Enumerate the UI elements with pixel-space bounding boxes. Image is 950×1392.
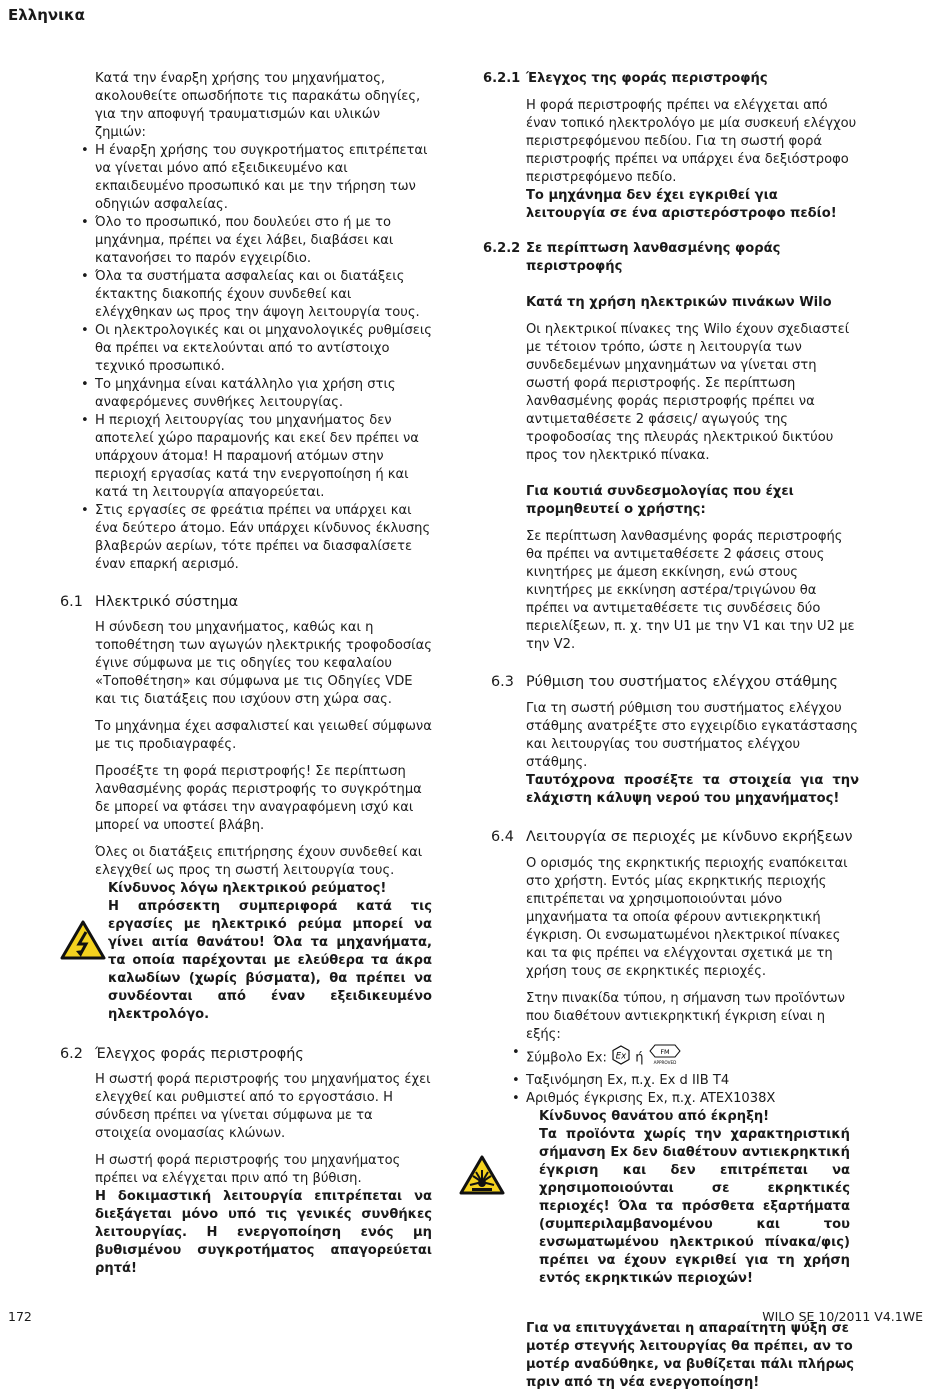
subheading: Κατά τη χρήση ηλεκτρικών πινάκων Wilo	[526, 295, 832, 310]
section-6-2-1-heading	[483, 70, 859, 88]
electric-hazard-icon	[60, 920, 106, 960]
warning-text	[539, 1108, 850, 1288]
bullet-item: • Οι ηλεκτρολογικές και οι μηχανολογικές ρυθμίσεις θα πρέπει να εκτελούνται από το αντίστοιχο τεχνικό προσωπικό.	[81, 322, 432, 376]
section-6-4-heading	[491, 828, 859, 846]
paragraph: Οι ηλεκτρικοί πίνακες της Wilo έχουν σχεδιαστεί με τέτοιον τρόπο, ώστε η λειτουργία των συνδεδεμένων μηχανημάτων να γίνεται στη σωστή φορά περιστροφής. Σε περίπτωση λανθασμένης φοράς περιστροφής πρέπει να αντιμεταθέσετε 2 φάσεις/ αγωγούς της τροφοδοσίας της πλευράς ηλεκτρικού δικτύου προς τον ηλεκτρικό πίνακα.	[526, 322, 850, 463]
warning-title: Κίνδυνος λόγω ηλεκτρικού ρεύματος!	[108, 881, 387, 896]
warning-body: Η απρόσεκτη συμπεριφορά κατά τις εργασίες με ηλεκτρικό ρεύμα μπορεί να γίνει αιτία θανάτου! Όλα τα μηχανήματα, τα οποία παρέχονται με ελεύθερα τα άκρα καλωδίων (χωρίς βύσματα), θα πρέπει να συνδέονται από έναν εξειδικευμένο ηλεκτρολόγο.	[108, 899, 432, 1022]
explosion-hazard-icon	[459, 1155, 505, 1195]
fm-approved-icon	[648, 1044, 682, 1072]
svg-text:Ex: Ex	[615, 1051, 627, 1062]
paragraph: Στην πινακίδα τύπου, η σήμανση των προϊόντων που διαθέτουν αντιεκρηκτική έγκριση είναι η εξής:	[526, 991, 845, 1042]
language-header: Ελληνικα	[8, 6, 85, 24]
bold-paragraph: Για να επιτυγχάνεται η απαραίτητη ψύξη σε μοτέρ στεγνής λειτουργίας θα πρέπει, αν το μοτέρ αναδύθηκε, να βυθίζεται πάλι πλήρως πριν από τη νέα ενεργοποίηση!	[526, 1321, 854, 1390]
right-column	[483, 70, 859, 1392]
section-number: 6.1	[60, 594, 83, 610]
explosion-warning	[459, 1108, 859, 1288]
section-title: Έλεγχος της φοράς περιστροφής	[526, 71, 768, 86]
ex-marking-list	[491, 1044, 859, 1108]
subheading: Για κουτιά συνδεσμολογίας που έχει προμηθευτεί ο χρήστης:	[526, 484, 794, 517]
bullet-item: • Στις εργασίες σε φρεάτια πρέπει να υπάρχει και ένα δεύτερο άτομο. Εάν υπάρχει κίνδυνος έκλυσης βλαβερών αερίων, τότε πρέπει να διασφαλίσετε έναν επαρκή αερισμό.	[81, 502, 432, 574]
paragraph: Σε περίπτωση λανθασμένης φοράς περιστροφής θα πρέπει να αντιμεταθέσετε 2 φάσεις στους κινητήρες με άμεση εκκίνηση, ενώ στους κινητήρες με εκκίνηση αστέρα/τριγώνου θα πρέπει να αντιμεταθέσετε τις συνδέσεις δύο περιελίξεων, π. χ. την U1 με την V1 και την U2 με την V2.	[526, 529, 855, 652]
section-6-3-heading	[491, 673, 859, 691]
paragraph: Η φορά περιστροφής πρέπει να ελέγχεται από έναν τοπικό ηλεκτρολόγο με μία συσκευή ελέγχου περιστρεφόμενου πεδίου. Για τη σωστή φορά περιστροφής πρέπει να υπάρχει ένα δεξιόστροφο περιστρεφόμενο πεδίο.	[526, 98, 857, 185]
bold-paragraph: Ταυτόχρονα προσέξτε τα στοιχεία για την ελάχιστη κάλυψη νερού του μηχανήματος!	[526, 773, 859, 806]
section-title: Λειτουργία σε περιοχές με κίνδυνο εκρήξεων	[526, 829, 853, 845]
ex-hexagon-icon	[611, 1045, 631, 1071]
section-number: 6.2	[60, 1046, 83, 1062]
section-title: Ρύθμιση του συστήματος ελέγχου στάθμης	[526, 674, 838, 690]
electrical-warning	[60, 880, 432, 1024]
intro-text	[95, 70, 432, 142]
paragraph: Όλες οι διατάξεις επιτήρησης έχουν συνδεθεί και ελεγχθεί ως προς τη σωστή λειτουργία τους.	[95, 845, 423, 878]
paragraph: Ο ορισμός της εκρηκτικής περιοχής εναπόκειται στο χρήστη. Εντός μίας εκρηκτικής περιοχής επιτρέπεται να χρησιμοποιούνται μόνο μηχανήματα τα οποία φέρουν αντιεκρηκτική έγκριση. Οι ενσωματωμένοι ηλεκτρικοί πίνακες και τα φις πρέπει να ελέγχονται σχετικά με τη χρήση τους σε εκρηκτικές περιοχές.	[526, 856, 848, 979]
warning-title: Κίνδυνος θανάτου από έκρηξη!	[539, 1109, 770, 1124]
section-number: 6.2.2	[483, 241, 521, 256]
bullet-item: • Αριθμός έγκρισης Ex, π.χ. ATEX1038X	[512, 1090, 859, 1108]
ex-symbol-label: Σύμβολο Ex:	[526, 1050, 607, 1066]
bullet-item: • Όλα τα συστήματα ασφαλείας και οι διατάξεις έκτακτης διακοπής έχουν συνδεθεί και ελέγχθηκαν ως προς την άψογη λειτουργία τους.	[81, 268, 432, 322]
svg-text:APPROVED: APPROVED	[653, 1060, 677, 1065]
paragraph: Η σύνδεση του μηχανήματος, καθώς και η τοποθέτηση των αγωγών ηλεκτρικής τροφοδοσίας έγινε σύμφωνα με τις οδηγίες του κεφαλαίου «Τοποθέτηση» και σύμφωνα με τις Οδηγίες VDE και τις διατάξεις που ισχύουν στη χώρα σας.	[95, 620, 432, 707]
paragraph: Η σωστή φορά περιστροφής του μηχανήματος έχει ελεγχθεί και ρυθμιστεί από το εργοστάσιο. Η σύνδεση πρέπει να γίνεται σύμφωνα με τα στοιχεία ονομασίας κλώνων.	[95, 1072, 431, 1141]
section-title: Ηλεκτρικό σύστημα	[95, 594, 239, 610]
page-number: 172	[8, 1309, 32, 1324]
section-title: Έλεγχος φοράς περιστροφής	[95, 1046, 304, 1062]
bullet-item	[512, 1044, 859, 1072]
left-column	[60, 70, 432, 1278]
svg-text:FM: FM	[660, 1048, 670, 1056]
section-6-2-2-heading	[483, 240, 859, 276]
intro-line: Κατά την έναρξη χρήσης του μηχανήματος, ακολουθείτε οπωσδήποτε τις παρακάτω οδηγίες, για την αποφυγή τραυματισμών και υλικών ζημιών:	[95, 71, 421, 140]
paragraph: Το μηχάνημα έχει ασφαλιστεί και γειωθεί σύμφωνα με τις προδιαγραφές.	[95, 719, 432, 752]
bullet-item: • Το μηχάνημα είναι κατάλληλο για χρήση στις αναφερόμενες συνθήκες λειτουργίας.	[81, 376, 432, 412]
bullet-item: • Όλο το προσωπικό, που δουλεύει στο ή με το μηχάνημα, πρέπει να έχει λάβει, διαβάσει και κατανοήσει το παρόν εγχειρίδιο.	[81, 214, 432, 268]
bullet-item: • Η έναρξη χρήσης του συγκροτήματος επιτρέπεται να γίνεται μόνο από εξειδικευμένο και εκπαιδευμένο προσωπικό και με την τήρηση των οδηγιών ασφαλείας.	[81, 142, 432, 214]
paragraph: Προσέξτε τη φορά περιστροφής! Σε περίπτωση λανθασμένης φοράς περιστροφής το συγκρότημα δε μπορεί να φτάσει την αναγραφόμενη ισχύ και μπορεί να υποστεί βλάβη.	[95, 764, 422, 833]
bold-paragraph: Το μηχάνημα δεν έχει εγκριθεί για λειτουργία σε ένα αριστερόστροφο πεδίο!	[526, 188, 837, 221]
document-reference: WILO SE 10/2011 V4.1WE	[762, 1309, 923, 1324]
section-6-2-heading	[60, 1045, 432, 1063]
section-6-1-heading	[60, 593, 432, 611]
bullet-item: • Η περιοχή λειτουργίας του μηχανήματος δεν αποτελεί χώρο παραμονής και εκεί δεν πρέπει να υπάρχουν άτομα! Η παραμονή ατόμων στην περιοχή εργασίας κατά την ενεργοποίηση ή και κατά τη λειτουργία απαγορεύεται.	[81, 412, 432, 502]
section-title: Σε περίπτωση λανθασμένης φοράς περιστροφής	[526, 241, 781, 274]
safety-bullet-list	[60, 142, 432, 574]
bullet-item: • Ταξινόμηση Ex, π.χ. Ex d IIB T4	[512, 1072, 859, 1090]
section-number: 6.3	[491, 674, 514, 690]
section-number: 6.4	[491, 829, 514, 845]
or-label: ή	[635, 1050, 644, 1066]
section-number: 6.2.1	[483, 71, 521, 86]
paragraph: Για τη σωστή ρύθμιση του συστήματος ελέγχου στάθμης ανατρέξτε στο εγχειρίδιο εγκατάστασης και λειτουργίας του συστήματος ελέγχου στάθμης.	[526, 701, 858, 770]
paragraph: Η σωστή φορά περιστροφής του μηχανήματος πρέπει να ελέγχεται πριν από τη βύθιση.	[95, 1153, 401, 1186]
bold-paragraph: Η δοκιμαστική λειτουργία επιτρέπεται να διεξάγεται μόνο υπό τις γενικές συνθήκες λειτουργίας. Η ενεργοποίηση ενός μη βυθισμένου συγκροτήματος απαγορεύεται ρητά!	[95, 1189, 432, 1276]
warning-body: Τα προϊόντα χωρίς την χαρακτηριστική σήμανση Ex δεν διαθέτουν αντιεκρηκτική έγκριση και δεν επιτρέπεται να χρησιμοποιούνται σε εκρηκτικές περιοχές! Όλα τα πρόσθετα εξαρτήματα (συμπεριλαμβανομένου και του ενσωματωμένου ηλεκτρικού πίνακα/φις) πρέπει να έχουν εγκριθεί για τη χρήση εντός εκρηκτικών περιοχών!	[539, 1127, 850, 1286]
warning-text	[108, 880, 432, 1024]
